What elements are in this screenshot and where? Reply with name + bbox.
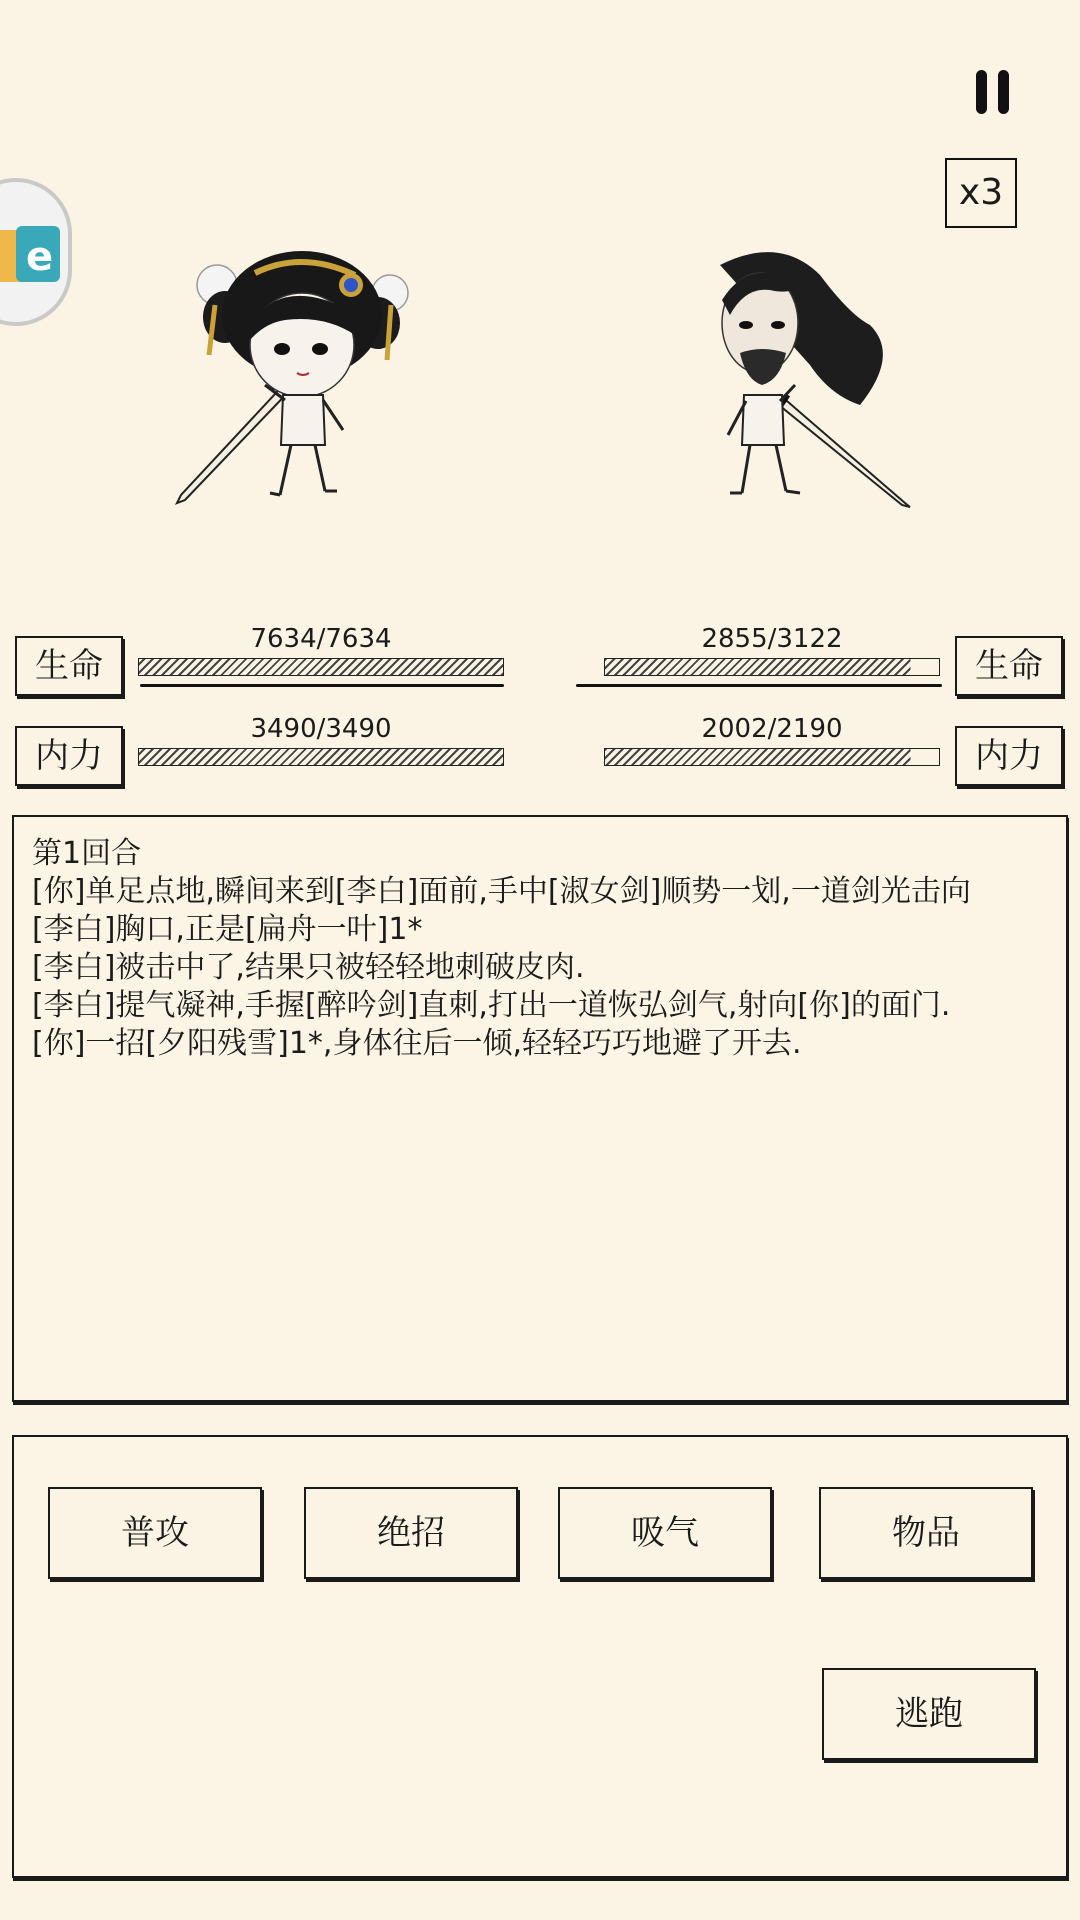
log-line: [李白]被击中了,结果只被轻轻地刺破皮肉. (32, 950, 585, 985)
absorb-qi-button[interactable]: 吸气 (558, 1487, 772, 1579)
enemy-mp-label: 内力 (955, 726, 1063, 786)
items-button[interactable]: 物品 (819, 1487, 1033, 1579)
app-badge-icon (0, 182, 72, 326)
enemy-hp-label: 生命 (955, 636, 1063, 696)
player-hp-bar (138, 658, 504, 676)
player-character (165, 245, 425, 510)
player-hp-text: 7634/7634 (250, 624, 392, 654)
log-line: [李白]提气凝神,手握[醉吟剑]直刺,打出一道恢弘剑气,射向[你]的面门. (32, 988, 951, 1023)
ultimate-button[interactable]: 绝招 (304, 1487, 518, 1579)
player-mp-text: 3490/3490 (250, 714, 392, 744)
enemy-mp-bar (604, 748, 940, 766)
log-line: [你]单足点地,瞬间来到[李白]面前,手中[淑女剑]顺势一划,一道剑光击向 (32, 874, 971, 909)
floating-app-badge[interactable] (0, 178, 72, 326)
log-line: [李白]胸口,正是[扁舟一叶]1* (32, 912, 423, 947)
attack-button[interactable]: 普攻 (48, 1487, 262, 1579)
speed-toggle-button[interactable]: x3 (945, 158, 1017, 228)
log-line: [你]一招[夕阳残雪]1*,身体往后一倾,轻轻巧巧地避了开去. (32, 1026, 802, 1061)
enemy-character (690, 245, 920, 510)
player-mp-bar (138, 748, 504, 766)
log-line: 第1回合 (32, 836, 142, 871)
battle-log[interactable] (12, 815, 1068, 1402)
pause-icon (976, 70, 987, 114)
enemy-hp-bar (604, 658, 940, 676)
svg-text:e: e (26, 234, 54, 280)
pause-button[interactable] (968, 70, 1018, 114)
player-mp-label: 内力 (15, 726, 123, 786)
flee-button[interactable]: 逃跑 (822, 1668, 1036, 1760)
enemy-mp-text: 2002/2190 (701, 714, 843, 744)
player-hp-label: 生命 (15, 636, 123, 696)
enemy-hp-text: 2855/3122 (701, 624, 843, 654)
